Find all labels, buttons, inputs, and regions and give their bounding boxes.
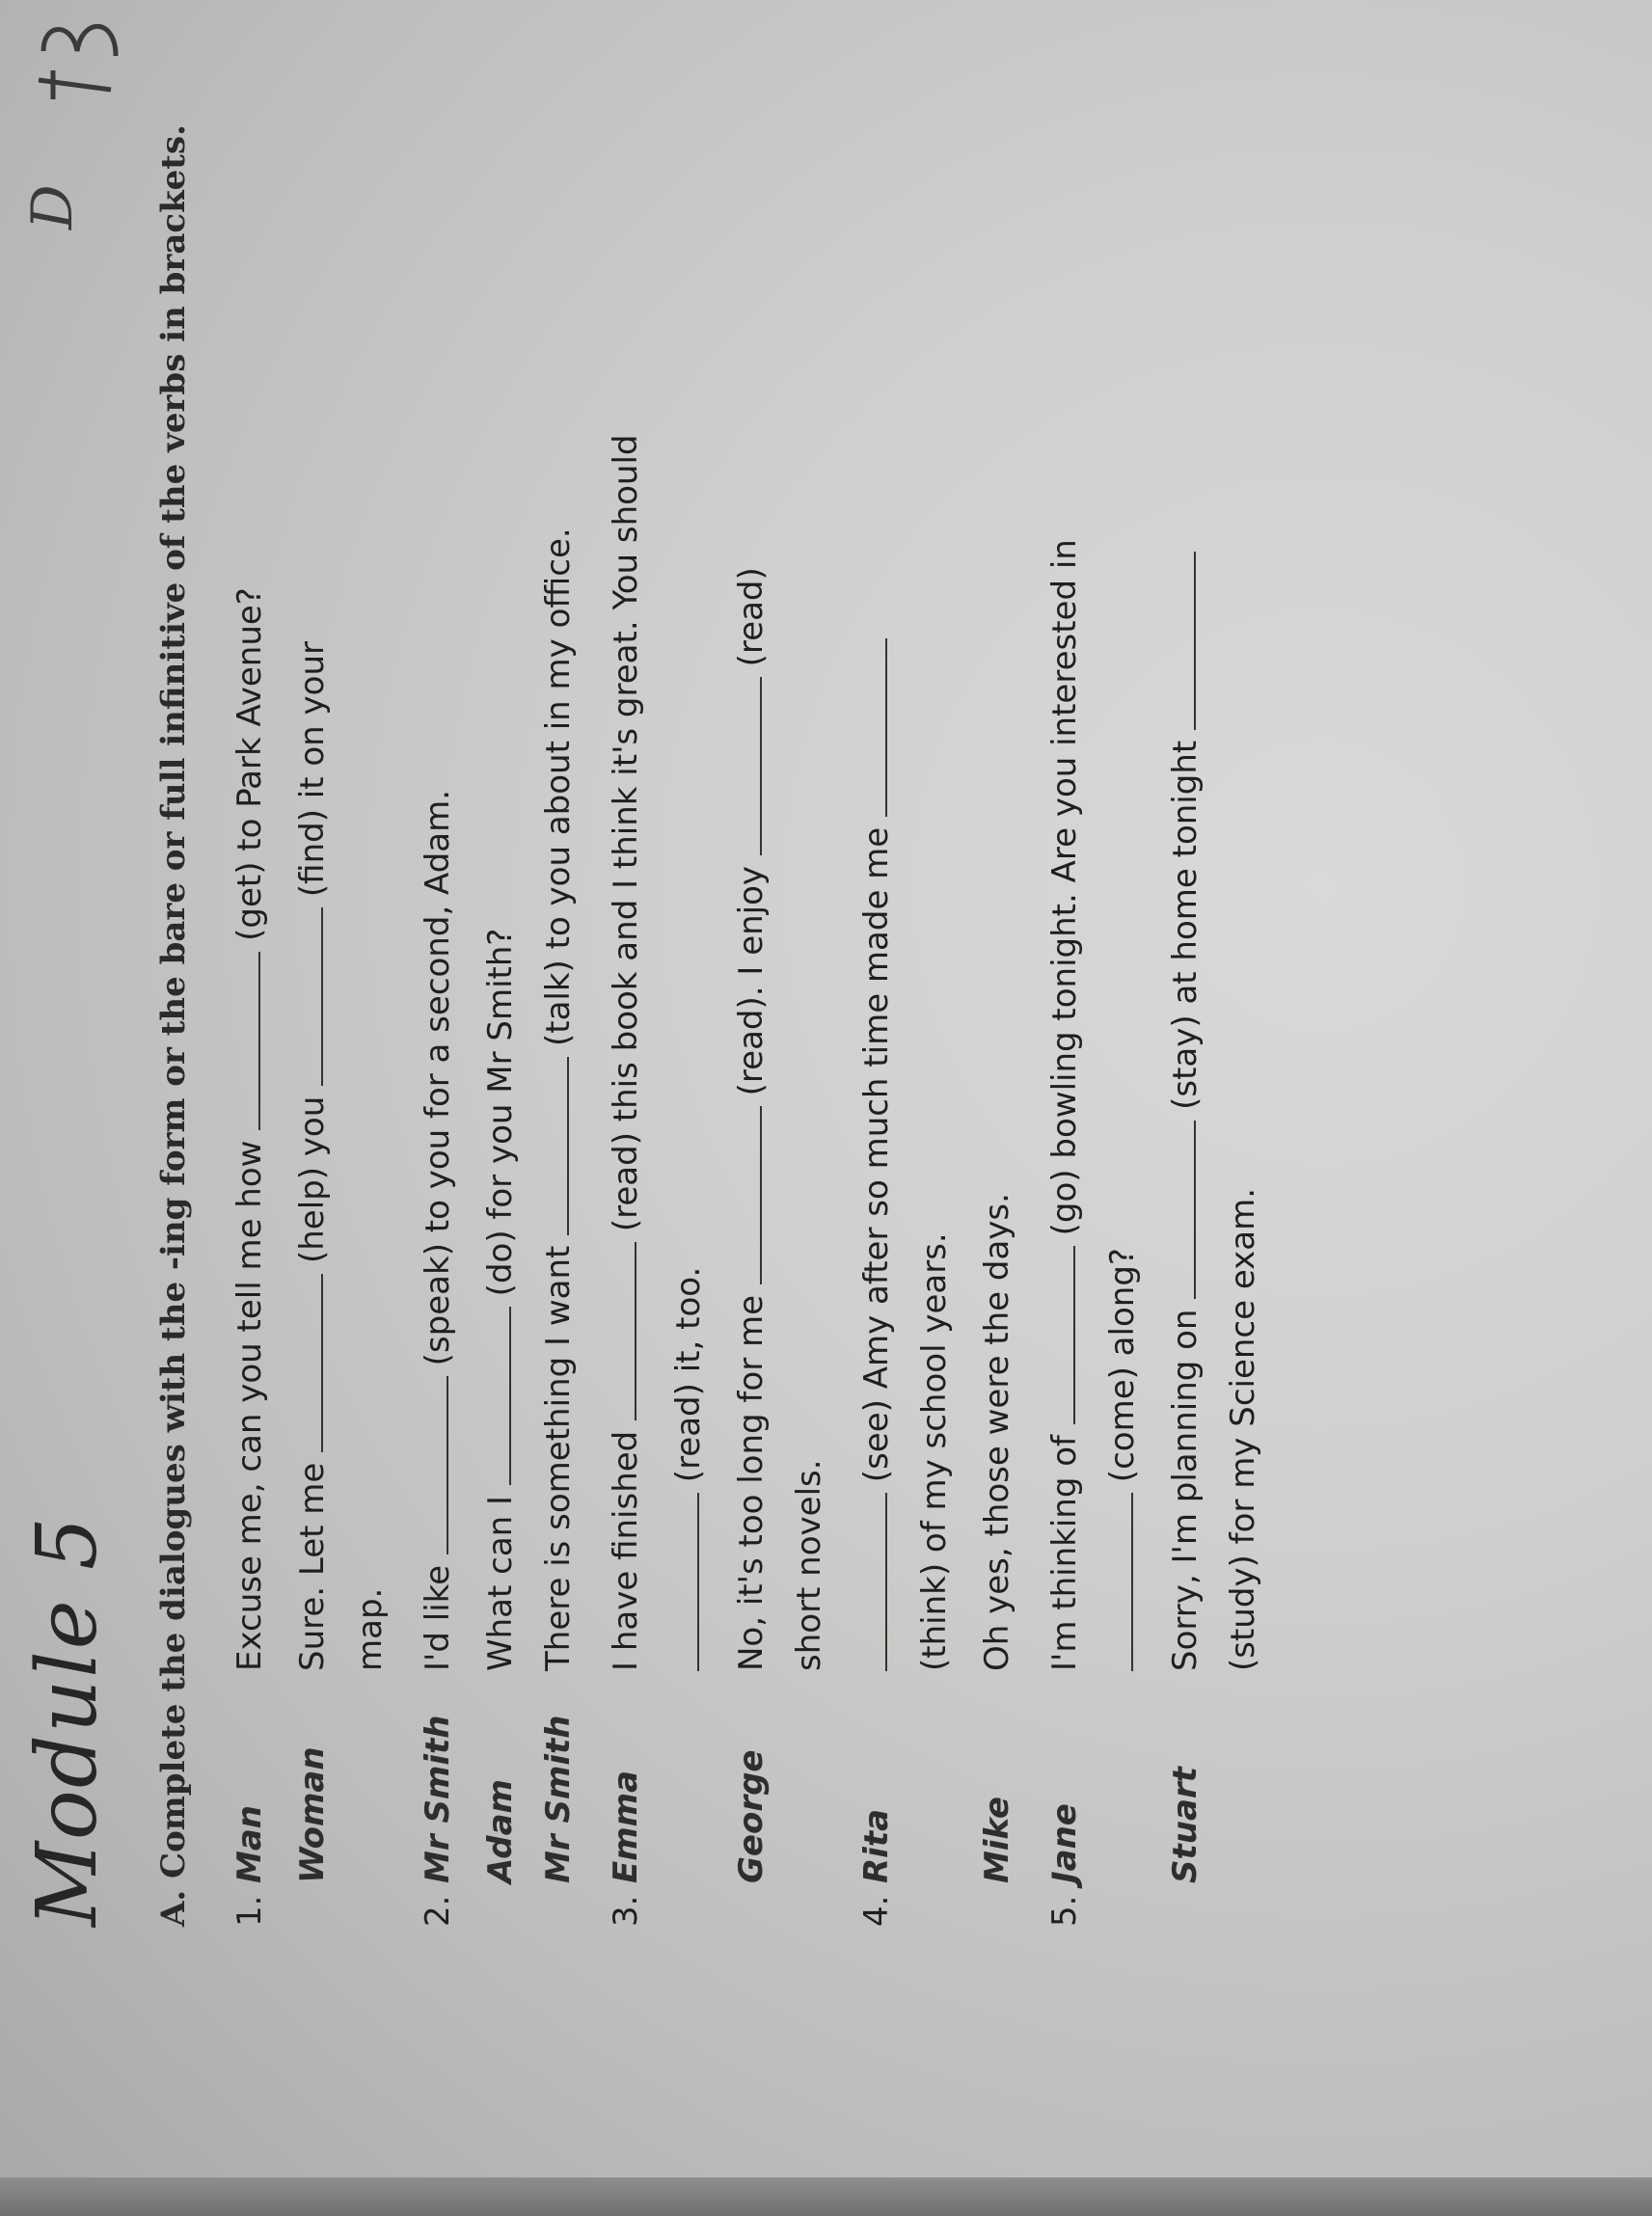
dialogue-text-part: I'm thinking of [1045,1434,1084,1671]
dialogue-text-part: short novels. [790,1459,828,1671]
speaker-name: Man [230,1805,269,1883]
exercise-number: 4. [857,1895,896,1927]
speaker-name: Jane [1045,1803,1084,1883]
dialogue-text-part: What can I [481,1495,520,1671]
dialogue-text-part: Sure. Let me [293,1462,332,1671]
speaker-name: Rita [857,1808,896,1883]
module-title: Module 5 [19,1515,116,1927]
speaker-name: Mr Smith [419,1715,457,1883]
answer-blank[interactable] [731,677,762,855]
answer-blank[interactable] [292,907,323,1086]
dialogue-text-part: (do) for you Mr Smith? [481,928,520,1297]
dialogue-text [974,1193,1020,1671]
answer-blank[interactable] [292,1274,323,1452]
dialogue-text-part: (help) you [293,1095,332,1264]
exercise-number: 5. [1045,1895,1084,1927]
dialogue-text [347,1588,393,1671]
answer-blank[interactable] [1102,1493,1133,1671]
dialogue-text-part: I have finished [607,1430,645,1671]
speaker-name: Emma [607,1770,645,1883]
dialogue-text-part: I'd like [419,1564,457,1671]
speaker-name: Mr Smith [539,1715,578,1883]
exercise-number: 1. [230,1895,269,1927]
speaker-name: Mike [978,1797,1016,1883]
dialogue-text-part: (study) for my Science exam. [1224,1187,1262,1671]
dialogue-text-part: (read) [732,567,771,667]
answer-blank[interactable] [668,1493,699,1671]
speaker-name: Woman [293,1746,332,1883]
dialogue-text [603,435,649,1672]
exercise-number: 3. [607,1895,645,1927]
answer-blank[interactable] [538,1057,569,1235]
dialogue-text-part: (talk) to you about in my office. [539,527,578,1047]
dialogue-text [415,790,461,1671]
dialogue-text [477,929,524,1671]
dialogue-text [1162,552,1208,1671]
dialogue-text-part: Oh yes, those were the days. [978,1193,1016,1671]
dialogue-text-part: (go) bowling tonight. Are you interested in [1045,539,1084,1236]
dialogue-text [728,567,774,1671]
dialogue-text-part: (find) it on your [293,641,332,898]
answer-blank[interactable] [418,1376,448,1554]
dialogue-text-part: map. [351,1587,390,1671]
dialogue-text-part: (think) of my school years. [915,1232,954,1671]
dialogue-text-part: (read). I enjoy [732,865,771,1096]
dialogue-text [665,1267,712,1671]
dialogue-text-part: (come) along? [1103,1248,1142,1483]
answer-blank[interactable] [230,952,260,1130]
dialogue-text-part: (stay) at home tonight [1166,740,1205,1110]
speaker-name: Adam [481,1779,520,1883]
scribble-mark [34,0,121,109]
answer-blank[interactable] [1044,1246,1075,1424]
dialogue-text-part: There is something I want [539,1245,578,1671]
dialogue-text [1042,539,1088,1671]
dialogue-text-part: (read) this book and I think it's great. You should [607,434,645,1232]
exercise-number: 2. [419,1895,457,1927]
instruction-text: A. Complete the dialogues with the -ing form or the bare or full infinitive of the verbs in brackets. [154,124,193,1927]
answer-blank[interactable] [1165,1121,1196,1299]
dialogue-text [853,638,900,1671]
answer-blank[interactable] [606,1242,636,1420]
answer-blank[interactable] [1165,552,1196,730]
dialogue-text [289,641,336,1671]
dialogue-text-part: (see) Amy after so much time made me [857,826,896,1483]
speaker-name: George [732,1749,771,1883]
answer-blank[interactable] [480,1307,511,1485]
dialogue-text-part: (get) to Park Avenue? [230,587,269,941]
dialogue-text-part: (speak) to you for a second, Adam. [419,789,457,1366]
answer-blank[interactable] [731,1106,762,1284]
dialogue-text [227,587,273,1671]
dialogue-text-part: Sorry, I'm planning on [1166,1309,1205,1671]
dialogue-text [786,1459,832,1671]
dialogue-text [1220,1188,1266,1671]
answer-blank[interactable] [856,1493,887,1671]
dialogue-text [535,527,582,1671]
dialogue-text-part: Excuse me, can you tell me how [230,1140,269,1671]
speaker-name: Stuart [1166,1767,1205,1883]
answer-blank[interactable] [856,638,887,817]
dialogue-text [1099,1248,1146,1671]
dialogue-text [911,1232,958,1671]
corner-handwritten-mark: D [19,184,85,230]
dialogue-text-part: (read) it, too. [669,1266,708,1483]
dialogue-text-part: No, it's too long for me [732,1294,771,1671]
